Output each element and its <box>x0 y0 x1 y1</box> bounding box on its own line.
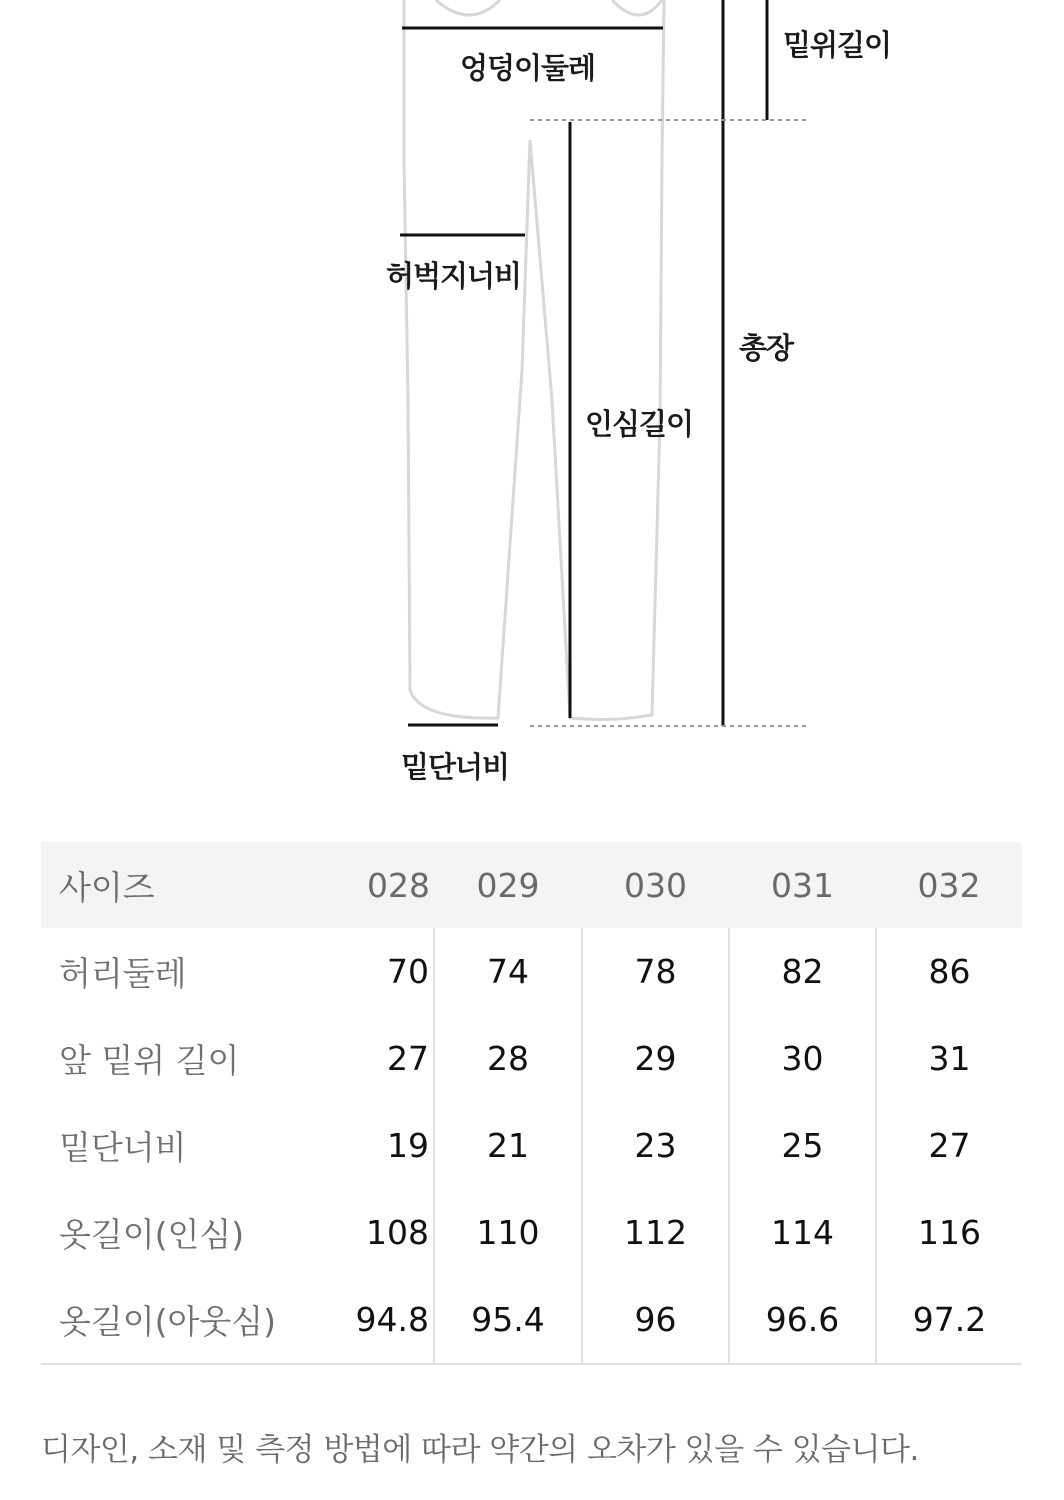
row-label-length-inseam: 옷길이(인심) <box>59 1215 245 1254</box>
table-cell: 70 <box>387 952 429 991</box>
table-cell: 86 <box>876 928 1022 1015</box>
table-cell: 27 <box>387 1039 429 1078</box>
thigh-label: 허벅지너비 <box>386 259 522 293</box>
size-header-row <box>41 842 1022 928</box>
table-row-front-rise <box>41 1015 1022 1102</box>
table-cell: 112 <box>582 1189 729 1276</box>
total-length-label: 총장 <box>739 331 794 365</box>
table-cell: 23 <box>582 1102 729 1189</box>
table-cell: 96.6 <box>729 1276 876 1364</box>
table-cell: 110 <box>434 1189 582 1276</box>
table-cell: 21 <box>434 1102 582 1189</box>
rise-label: 밑위길이 <box>783 28 892 62</box>
table-cell: 82 <box>729 928 876 1015</box>
row-label-length-outseam: 옷길이(아웃심) <box>41 1276 346 1364</box>
row-label-hem: 밑단너비 <box>59 1128 187 1167</box>
pants-waist-detail <box>436 0 500 15</box>
size-028-header: 028 <box>346 842 434 928</box>
table-cell: 25 <box>729 1102 876 1189</box>
table-cell: 30 <box>729 1015 876 1102</box>
table-row-waist <box>41 928 1022 1015</box>
pants-left-leg-outline <box>404 0 530 718</box>
table-cell: 78 <box>582 928 729 1015</box>
table-cell: 28 <box>434 1015 582 1102</box>
pants-right-leg-outline <box>530 0 664 719</box>
table-cell: 96 <box>582 1276 729 1364</box>
table-cell: 114 <box>729 1189 876 1276</box>
inseam-label: 인심길이 <box>585 407 694 441</box>
size-table <box>41 842 1022 1365</box>
table-cell: 31 <box>876 1015 1022 1102</box>
disclaimer-note: 디자인, 소재 및 측정 방법에 따라 약간의 오차가 있을 수 있습니다. <box>41 1432 919 1468</box>
table-cell: 29 <box>582 1015 729 1102</box>
table-cell: 94.8 <box>346 1276 434 1364</box>
pants-pocket-detail <box>612 0 662 15</box>
table-cell: 19 <box>387 1126 429 1165</box>
table-cell: 116 <box>876 1189 1022 1276</box>
size-031-header: 031 <box>729 842 876 928</box>
table-cell: 74 <box>434 928 582 1015</box>
row-label-waist: 허리둘레 <box>59 954 187 993</box>
table-row-hem <box>41 1102 1022 1189</box>
size-header-label: 사이즈 <box>41 842 346 928</box>
size-029-header: 029 <box>434 842 582 928</box>
row-label-front-rise: 앞 밑위 길이 <box>59 1041 240 1080</box>
table-row-length-outseam <box>41 1276 1022 1364</box>
size-030-header: 030 <box>582 842 729 928</box>
table-cell: 97.2 <box>876 1276 1022 1364</box>
table-cell: 108 <box>366 1213 429 1252</box>
table-cell: 95.4 <box>434 1276 582 1364</box>
hem-label: 밑단너비 <box>401 750 510 784</box>
table-row-length-inseam <box>41 1189 1022 1276</box>
hip-label: 엉덩이둘레 <box>460 51 596 85</box>
table-cell: 27 <box>876 1102 1022 1189</box>
size-032-header: 032 <box>876 842 1022 928</box>
